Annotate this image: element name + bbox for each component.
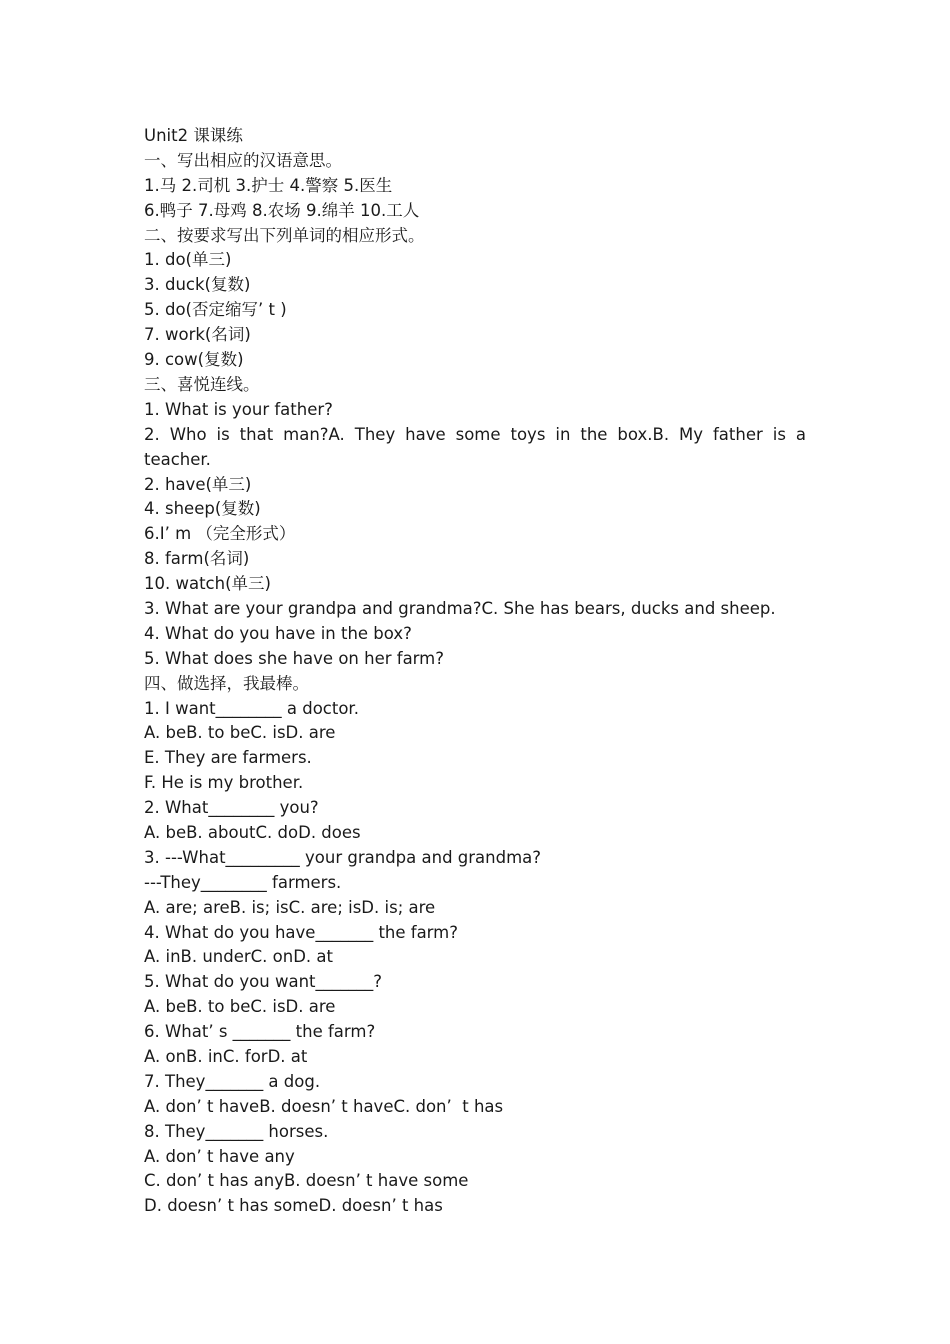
text-line: 8. They_______ horses.	[144, 1121, 329, 1141]
text-line: A. beB. to beC. isD. are	[144, 997, 336, 1017]
text-line: C. don’ t has anyB. doesn’ t have some	[144, 1171, 469, 1191]
text-line: E. They are farmers.	[144, 748, 312, 768]
text-line: 1. What is your father?	[144, 399, 333, 419]
text-line: A. onB. inC. forD. at	[144, 1046, 308, 1066]
text-line: 4. What do you have_______ the farm?	[144, 922, 459, 942]
text-line: A. don’ t have any	[144, 1146, 295, 1166]
text-line: A. don’ t haveB. doesn’ t haveC. don’ t has	[144, 1096, 504, 1116]
text-line: 4. What do you have in the box?	[144, 623, 412, 643]
text-line: 3. What are your grandpa and grandma?C. She has bears, ducks and sheep.	[144, 598, 776, 618]
worksheet-title: Unit2 课课练	[144, 126, 243, 145]
text-line: 6.I’ m （完全形式）	[144, 524, 296, 544]
text-line: 7. They_______ a dog.	[144, 1071, 321, 1091]
text-line: 1. I want________ a doctor.	[144, 698, 359, 718]
text-line: 6. What’ s _______ the farm?	[144, 1022, 376, 1042]
text-line: A. beB. to beC. isD. are	[144, 723, 336, 743]
text-line: 8. farm(名词)	[144, 549, 250, 569]
text-line-wrapped: 2. Who is that man?A. They have some toys in the box.B. My father is a teacher.	[144, 424, 806, 469]
text-line: 5. What do you want_______?	[144, 972, 383, 992]
text-line: F. He is my brother.	[144, 773, 304, 793]
text-line: 2. What________ you?	[144, 798, 319, 818]
text-line: 1. do(单三)	[144, 250, 232, 270]
text-line: 1.马 2.司机 3.护士 4.警察 5.医生	[144, 175, 393, 195]
text-line: 3. ---What_________ your grandpa and grandma?	[144, 847, 542, 867]
text-line: D. doesn’ t has someD. doesn’ t has	[144, 1196, 443, 1216]
text-line: 10. watch(单三)	[144, 574, 271, 594]
text-line: 7. work(名词)	[144, 325, 251, 345]
text-line: 9. cow(复数)	[144, 350, 244, 370]
text-line: 5. do(否定缩写’ t )	[144, 300, 287, 320]
section-heading-2: 二、按要求写出下列单词的相应形式。	[144, 225, 425, 245]
section-heading-3: 三、喜悦连线。	[144, 374, 260, 394]
text-line: A. inB. underC. onD. at	[144, 947, 334, 967]
worksheet-page	[144, 124, 806, 1219]
text-line: 6.鸭子 7.母鸡 8.农场 9.绵羊 10.工人	[144, 200, 420, 220]
section-heading-4: 四、做选择，我最棒。	[144, 673, 309, 693]
text-line: 3. duck(复数)	[144, 275, 251, 295]
text-line: A. beB. aboutC. doD. does	[144, 822, 361, 842]
section-heading-1: 一、写出相应的汉语意思。	[144, 150, 342, 170]
text-line: ---They________ farmers.	[144, 872, 342, 892]
text-line: 4. sheep(复数)	[144, 499, 261, 519]
text-line: 2. have(单三)	[144, 474, 252, 494]
text-line: A. are; areB. is; isC. are; isD. is; are	[144, 897, 436, 917]
text-line: 5. What does she have on her farm?	[144, 648, 445, 668]
